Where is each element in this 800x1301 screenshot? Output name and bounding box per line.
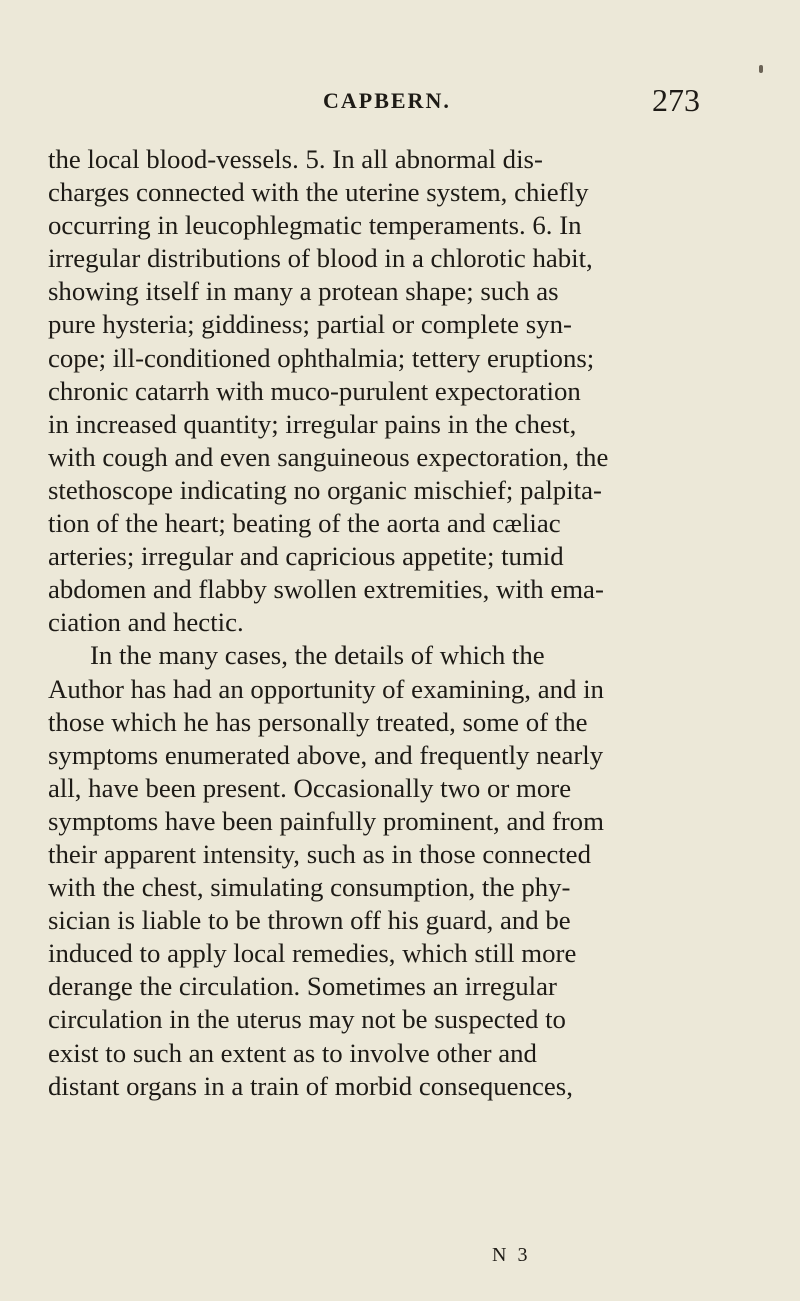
text-line-indented: In the many cases, the details of which the bbox=[90, 640, 545, 671]
text-line: all, have been present. Occasionally two or more bbox=[48, 772, 572, 803]
page-header bbox=[0, 82, 800, 126]
text-line: derange the circulation. Sometimes an irregular bbox=[48, 971, 557, 1002]
text-line: stethoscope indicating no organic mischief; palpita- bbox=[48, 474, 602, 505]
text-line: charges connected with the uterine system, chiefly bbox=[48, 177, 589, 208]
text-line: Author has had an opportunity of examining, and in bbox=[48, 673, 604, 704]
text-line: with cough and even sanguineous expectoration, the bbox=[48, 441, 609, 472]
text-line: those which he has personally treated, some of the bbox=[48, 706, 588, 737]
text-line: induced to apply local remedies, which still more bbox=[48, 938, 577, 969]
text-line: sician is liable to be thrown off his guard, and be bbox=[48, 905, 571, 936]
text-line: distant organs in a train of morbid consequences, bbox=[48, 1070, 573, 1101]
text-line: arteries; irregular and capricious appetite; tumid bbox=[48, 541, 564, 572]
text-line: ciation and hectic. bbox=[48, 607, 244, 638]
text-line: tion of the heart; beating of the aorta and cæliac bbox=[48, 508, 561, 539]
text-line: irregular distributions of blood in a chlorotic habit, bbox=[48, 243, 593, 274]
text-line: with the chest, simulating consumption, the phy- bbox=[48, 872, 571, 903]
text-line: circulation in the uterus may not be suspected to bbox=[48, 1004, 566, 1035]
text-line: exist to such an extent as to involve other and bbox=[48, 1037, 537, 1068]
text-line: chronic catarrh with muco-purulent expectoration bbox=[48, 375, 581, 406]
text-line: in increased quantity; irregular pains in the chest, bbox=[48, 408, 577, 439]
page-number: 273 bbox=[652, 82, 700, 118]
body-text bbox=[48, 143, 748, 1103]
text-line: abdomen and flabby swollen extremities, with ema- bbox=[48, 574, 604, 605]
text-line: symptoms enumerated above, and frequently nearly bbox=[48, 739, 604, 770]
text-line: their apparent intensity, such as in those connected bbox=[48, 838, 591, 869]
signature-mark: N 3 bbox=[492, 1244, 531, 1266]
text-line: showing itself in many a protean shape; such as bbox=[48, 276, 559, 307]
text-line: symptoms have been painfully prominent, and from bbox=[48, 805, 604, 836]
running-head: CAPBERN. bbox=[323, 88, 451, 113]
text-line: the local blood-vessels. 5. In all abnormal dis- bbox=[48, 144, 543, 174]
text-line: cope; ill-conditioned ophthalmia; tettery eruptions; bbox=[48, 342, 595, 373]
text-line: pure hysteria; giddiness; partial or complete syn- bbox=[48, 309, 572, 340]
margin-mark bbox=[759, 65, 763, 73]
text-line: occurring in leucophlegmatic temperaments. 6. In bbox=[48, 210, 582, 241]
